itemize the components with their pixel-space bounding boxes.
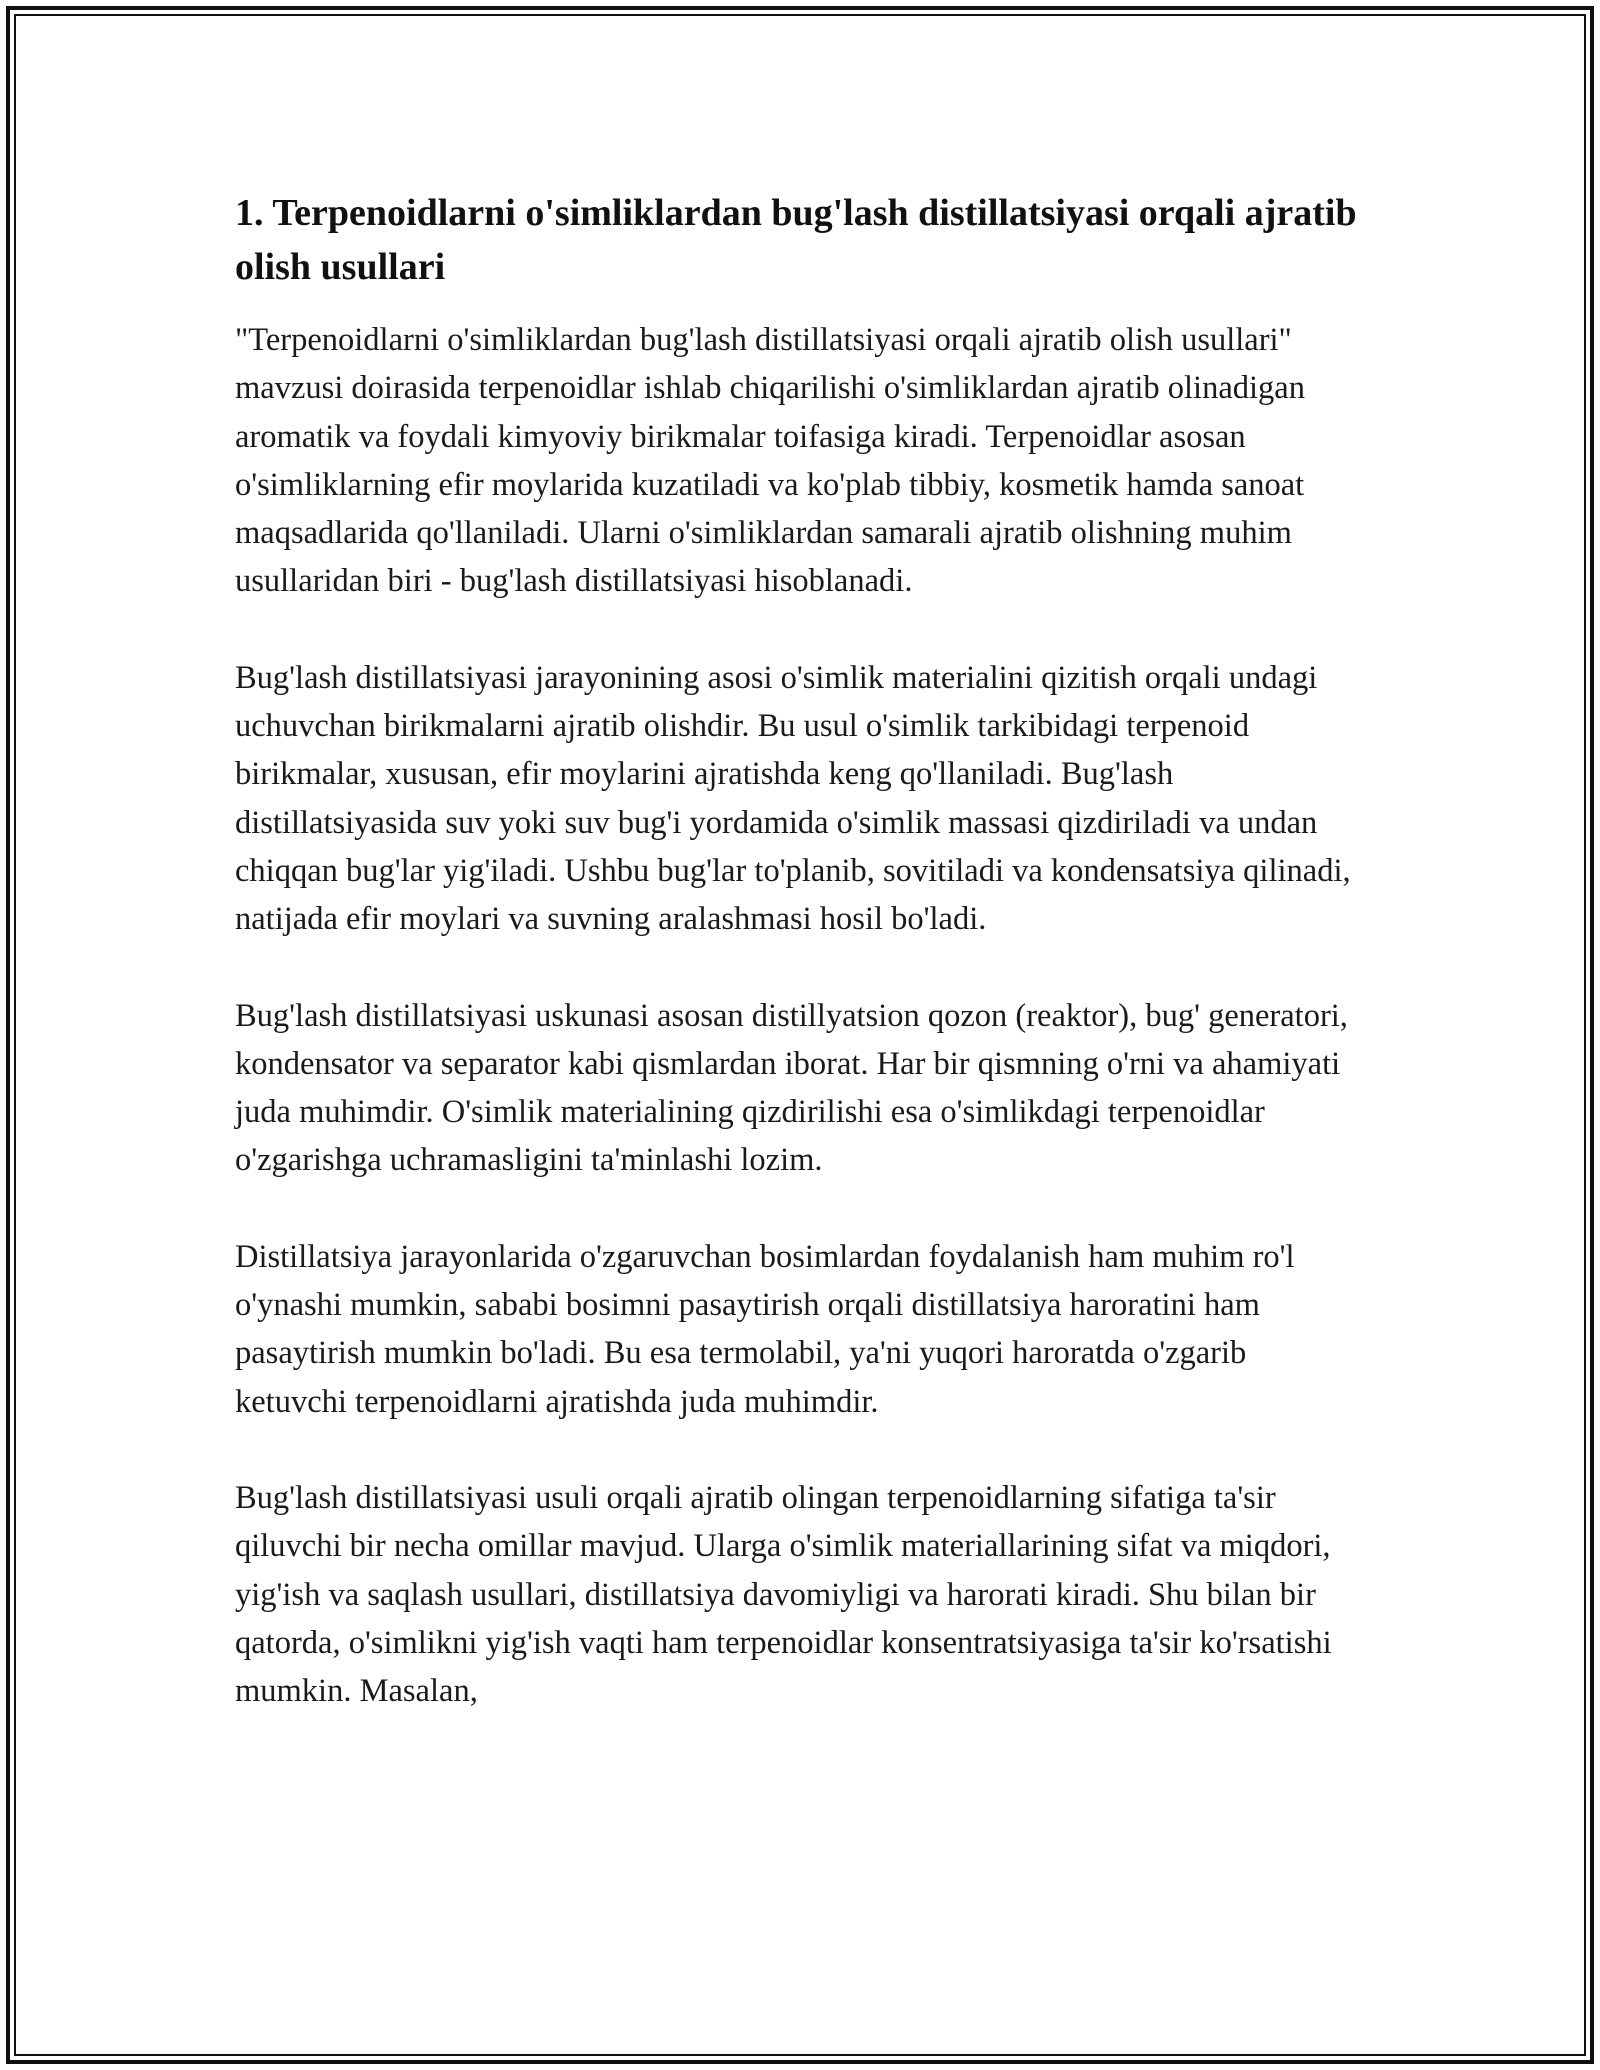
- section-heading: 1. Terpenoidlarni o'simliklardan bug'lash distillatsiyasi orqali ajratib olish usullari: [235, 192, 1357, 288]
- paragraph-3: Bug'lash distillatsiyasi uskunasi asosan distillyatsion qozon (reaktor), bug' generatori, kondensator va separator kabi qismlardan iborat. Har bir qismning o'rni va ahamiyati juda muhimdir. O'simlik materialining qizdirilishi esa o'simlikdagi terpenoidlar o'zgarishga uchramasligini ta'minlashi lozim.: [235, 997, 1348, 1179]
- document-body: [235, 186, 1365, 1763]
- paragraph-1: "Terpenoidlarni o'simliklardan bug'lash distillatsiyasi orqali ajratib olish usullari" mavzusi doirasida terpenoidlar ishlab chiqarilishi o'simliklardan ajratib olinadigan aromatik va foydali kimyoviy birikmalar toifasiga kiradi. Terpenoidlar asosan o'simliklarning efir moylarida kuzatiladi va ko'plab tibbiy, kosmetik hamda sanoat maqsadlarida qo'llaniladi. Ularni o'simliklardan samarali ajratib olishning muhim usullaridan biri - bug'lash distillatsiyasi hisoblanadi.: [235, 322, 1305, 600]
- paragraph-5: Bug'lash distillatsiyasi usuli orqali ajratib olingan terpenoidlarning sifatiga ta'sir qiluvchi bir necha omillar mavjud. Ularga o'simlik materiallarining sifat va miqdori, yig'ish va saqlash usullari, distillatsiya davomiyligi va harorati kiradi. Shu bilan bir qatorda, o'simlikni yig'ish vaqti ham terpenoidlar konsentratsiyasiga ta'sir ko'rsatishi mumkin. Masalan,: [235, 1479, 1332, 1710]
- paragraph-4: Distillatsiya jarayonlarida o'zgaruvchan bosimlardan foydalanish ham muhim ro'l o'ynashi mumkin, sababi bosimni pasaytirish orqali distillatsiya haroratini ham pasaytirish mumkin bo'ladi. Bu esa termolabil, ya'ni yuqori haroratda o'zgarib ketuvchi terpenoidlarni ajratishda juda muhimdir.: [235, 1238, 1295, 1420]
- paragraph-2: Bug'lash distillatsiyasi jarayonining asosi o'simlik materialini qizitish orqali undagi uchuvchan birikmalarni ajratib olishdir. Bu usul o'simlik tarkibidagi terpenoid birikmalar, xususan, efir moylarini ajratishda keng qo'llaniladi. Bug'lash distillatsiyasida suv yoki suv bug'i yordamida o'simlik massasi qizdiriladi va undan chiqqan bug'lar yig'iladi. Ushbu bug'lar to'planib, sovitiladi va kondensatsiya qilinadi, natijada efir moylari va suvning aralashmasi hosil bo'ladi.: [235, 659, 1351, 938]
